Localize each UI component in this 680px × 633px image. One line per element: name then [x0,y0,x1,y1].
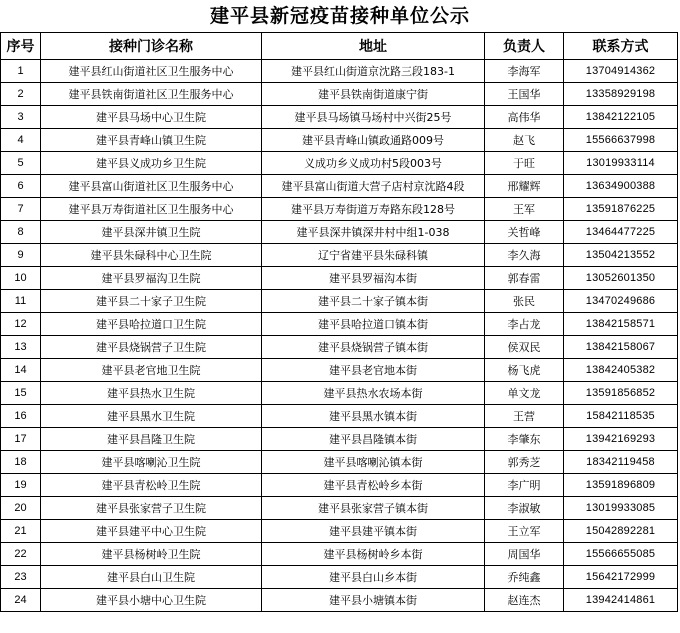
table-row [1,589,678,612]
site-address-cell: 建平县红山街道京沈路三段183-1 [262,60,485,83]
contact-person-cell: 于旺 [485,152,564,175]
site-address-cell: 建平县深井镇深井村中组1-038 [262,221,485,244]
row-index-cell: 6 [1,175,41,198]
table-row [1,267,678,290]
phone-number-cell: 13942169293 [564,428,678,451]
row-index-cell: 5 [1,152,41,175]
contact-person-cell: 李广明 [485,474,564,497]
table-row [1,83,678,106]
row-index-cell: 14 [1,359,41,382]
site-address-cell: 建平县青峰山镇政通路009号 [262,129,485,152]
row-index-cell: 3 [1,106,41,129]
phone-number-cell: 13591896809 [564,474,678,497]
phone-number-cell: 13019933114 [564,152,678,175]
row-index-cell: 12 [1,313,41,336]
phone-number-cell: 13052601350 [564,267,678,290]
contact-person-cell: 关哲峰 [485,221,564,244]
site-address-cell: 建平县杨树岭乡本街 [262,543,485,566]
contact-person-cell: 李占龙 [485,313,564,336]
table-header-row [1,33,678,60]
site-address-cell: 建平县小塘镇本街 [262,589,485,612]
row-index-cell: 9 [1,244,41,267]
table-row [1,313,678,336]
table-row [1,382,678,405]
row-index-cell: 21 [1,520,41,543]
table-row [1,129,678,152]
contact-person-cell: 赵飞 [485,129,564,152]
site-address-cell: 建平县富山街道大营子店村京沈路4段 [262,175,485,198]
contact-person-cell: 赵连杰 [485,589,564,612]
table-row [1,566,678,589]
contact-person-cell: 邢耀辉 [485,175,564,198]
contact-person-cell: 王立军 [485,520,564,543]
site-name-cell: 建平县白山卫生院 [41,566,262,589]
table-row [1,60,678,83]
table-row [1,359,678,382]
contact-person-cell: 杨飞虎 [485,359,564,382]
header-contact: 负责人 [485,33,564,60]
site-name-cell: 建平县万寿街道社区卫生服务中心 [41,198,262,221]
contact-person-cell: 李肇东 [485,428,564,451]
site-address-cell: 建平县马场镇马场村中兴街25号 [262,106,485,129]
phone-number-cell: 15566637998 [564,129,678,152]
phone-number-cell: 13464477225 [564,221,678,244]
phone-number-cell: 15842118535 [564,405,678,428]
header-address: 地址 [262,33,485,60]
phone-number-cell: 13842405382 [564,359,678,382]
table-row [1,428,678,451]
site-address-cell: 建平县热水农场本街 [262,382,485,405]
site-address-cell: 建平县青松岭乡本街 [262,474,485,497]
contact-person-cell: 侯双民 [485,336,564,359]
table-row [1,520,678,543]
site-name-cell: 建平县昌隆卫生院 [41,428,262,451]
site-address-cell: 建平县哈拉道口镇本街 [262,313,485,336]
row-index-cell: 2 [1,83,41,106]
site-name-cell: 建平县富山街道社区卫生服务中心 [41,175,262,198]
site-name-cell: 建平县热水卫生院 [41,382,262,405]
site-name-cell: 建平县二十家子卫生院 [41,290,262,313]
row-index-cell: 7 [1,198,41,221]
contact-person-cell: 单文龙 [485,382,564,405]
site-name-cell: 建平县红山街道社区卫生服务中心 [41,60,262,83]
row-index-cell: 13 [1,336,41,359]
header-phone: 联系方式 [564,33,678,60]
contact-person-cell: 李久海 [485,244,564,267]
phone-number-cell: 13842158067 [564,336,678,359]
contact-person-cell: 郭春雷 [485,267,564,290]
phone-number-cell: 13591856852 [564,382,678,405]
site-name-cell: 建平县罗福沟卫生院 [41,267,262,290]
site-address-cell: 建平县老官地本街 [262,359,485,382]
site-address-cell: 建平县喀喇沁镇本街 [262,451,485,474]
row-index-cell: 19 [1,474,41,497]
row-index-cell: 23 [1,566,41,589]
site-name-cell: 建平县小塘中心卫生院 [41,589,262,612]
table-row [1,290,678,313]
page-title: 建平县新冠疫苗接种单位公示 [209,5,470,27]
phone-number-cell: 18342119458 [564,451,678,474]
site-address-cell: 义成功乡义成功村5段003号 [262,152,485,175]
phone-number-cell: 15042892281 [564,520,678,543]
site-name-cell: 建平县哈拉道口卫生院 [41,313,262,336]
row-index-cell: 17 [1,428,41,451]
contact-person-cell: 王军 [485,198,564,221]
site-address-cell: 建平县昌隆镇本街 [262,428,485,451]
site-address-cell: 建平县铁南街道康宁街 [262,83,485,106]
site-address-cell: 建平县罗福沟本街 [262,267,485,290]
site-name-cell: 建平县马场中心卫生院 [41,106,262,129]
row-index-cell: 20 [1,497,41,520]
phone-number-cell: 13470249686 [564,290,678,313]
site-name-cell: 建平县黑水卫生院 [41,405,262,428]
site-address-cell: 建平县二十家子镇本街 [262,290,485,313]
table-row [1,106,678,129]
site-name-cell: 建平县深井镇卫生院 [41,221,262,244]
header-index: 序号 [1,33,41,60]
contact-person-cell: 李淑敏 [485,497,564,520]
phone-number-cell: 13942414861 [564,589,678,612]
phone-number-cell: 13842122105 [564,106,678,129]
site-name-cell: 建平县铁南街道社区卫生服务中心 [41,83,262,106]
phone-number-cell: 13019933085 [564,497,678,520]
table-row [1,405,678,428]
table-row [1,451,678,474]
contact-person-cell: 王营 [485,405,564,428]
contact-person-cell: 高伟华 [485,106,564,129]
table-row [1,474,678,497]
row-index-cell: 15 [1,382,41,405]
site-address-cell: 建平县万寿街道万寿路东段128号 [262,198,485,221]
phone-number-cell: 13591876225 [564,198,678,221]
phone-number-cell: 13842158571 [564,313,678,336]
site-name-cell: 建平县青峰山镇卫生院 [41,129,262,152]
site-address-cell: 建平县张家营子镇本街 [262,497,485,520]
header-name: 接种门诊名称 [41,33,262,60]
contact-person-cell: 郭秀芝 [485,451,564,474]
table-row [1,336,678,359]
contact-person-cell: 李海军 [485,60,564,83]
phone-number-cell: 15642172999 [564,566,678,589]
table-body [1,60,678,612]
contact-person-cell: 周国华 [485,543,564,566]
site-name-cell: 建平县青松岭卫生院 [41,474,262,497]
phone-number-cell: 13504213552 [564,244,678,267]
phone-number-cell: 15566655085 [564,543,678,566]
row-index-cell: 22 [1,543,41,566]
site-address-cell: 建平县白山乡本街 [262,566,485,589]
vaccination-sites-table [0,32,678,612]
site-address-cell: 建平县黑水镇本街 [262,405,485,428]
site-name-cell: 建平县喀喇沁卫生院 [41,451,262,474]
site-name-cell: 建平县朱碌科中心卫生院 [41,244,262,267]
row-index-cell: 18 [1,451,41,474]
row-index-cell: 10 [1,267,41,290]
contact-person-cell: 张民 [485,290,564,313]
site-address-cell: 建平县建平镇本街 [262,520,485,543]
site-name-cell: 建平县张家营子卫生院 [41,497,262,520]
site-name-cell: 建平县老官地卫生院 [41,359,262,382]
phone-number-cell: 13358929198 [564,83,678,106]
site-address-cell: 建平县烧锅营子镇本街 [262,336,485,359]
row-index-cell: 24 [1,589,41,612]
phone-number-cell: 13704914362 [564,60,678,83]
row-index-cell: 11 [1,290,41,313]
site-name-cell: 建平县杨树岭卫生院 [41,543,262,566]
table-row [1,152,678,175]
site-address-cell: 辽宁省建平县朱碌科镇 [262,244,485,267]
table-row [1,198,678,221]
contact-person-cell: 乔纯鑫 [485,566,564,589]
row-index-cell: 8 [1,221,41,244]
row-index-cell: 4 [1,129,41,152]
table-row [1,497,678,520]
table-row [1,221,678,244]
row-index-cell: 1 [1,60,41,83]
site-name-cell: 建平县烧锅营子卫生院 [41,336,262,359]
contact-person-cell: 王国华 [485,83,564,106]
table-row [1,175,678,198]
table-row [1,543,678,566]
row-index-cell: 16 [1,405,41,428]
phone-number-cell: 13634900388 [564,175,678,198]
site-name-cell: 建平县建平中心卫生院 [41,520,262,543]
site-name-cell: 建平县义成功乡卫生院 [41,152,262,175]
table-row [1,244,678,267]
